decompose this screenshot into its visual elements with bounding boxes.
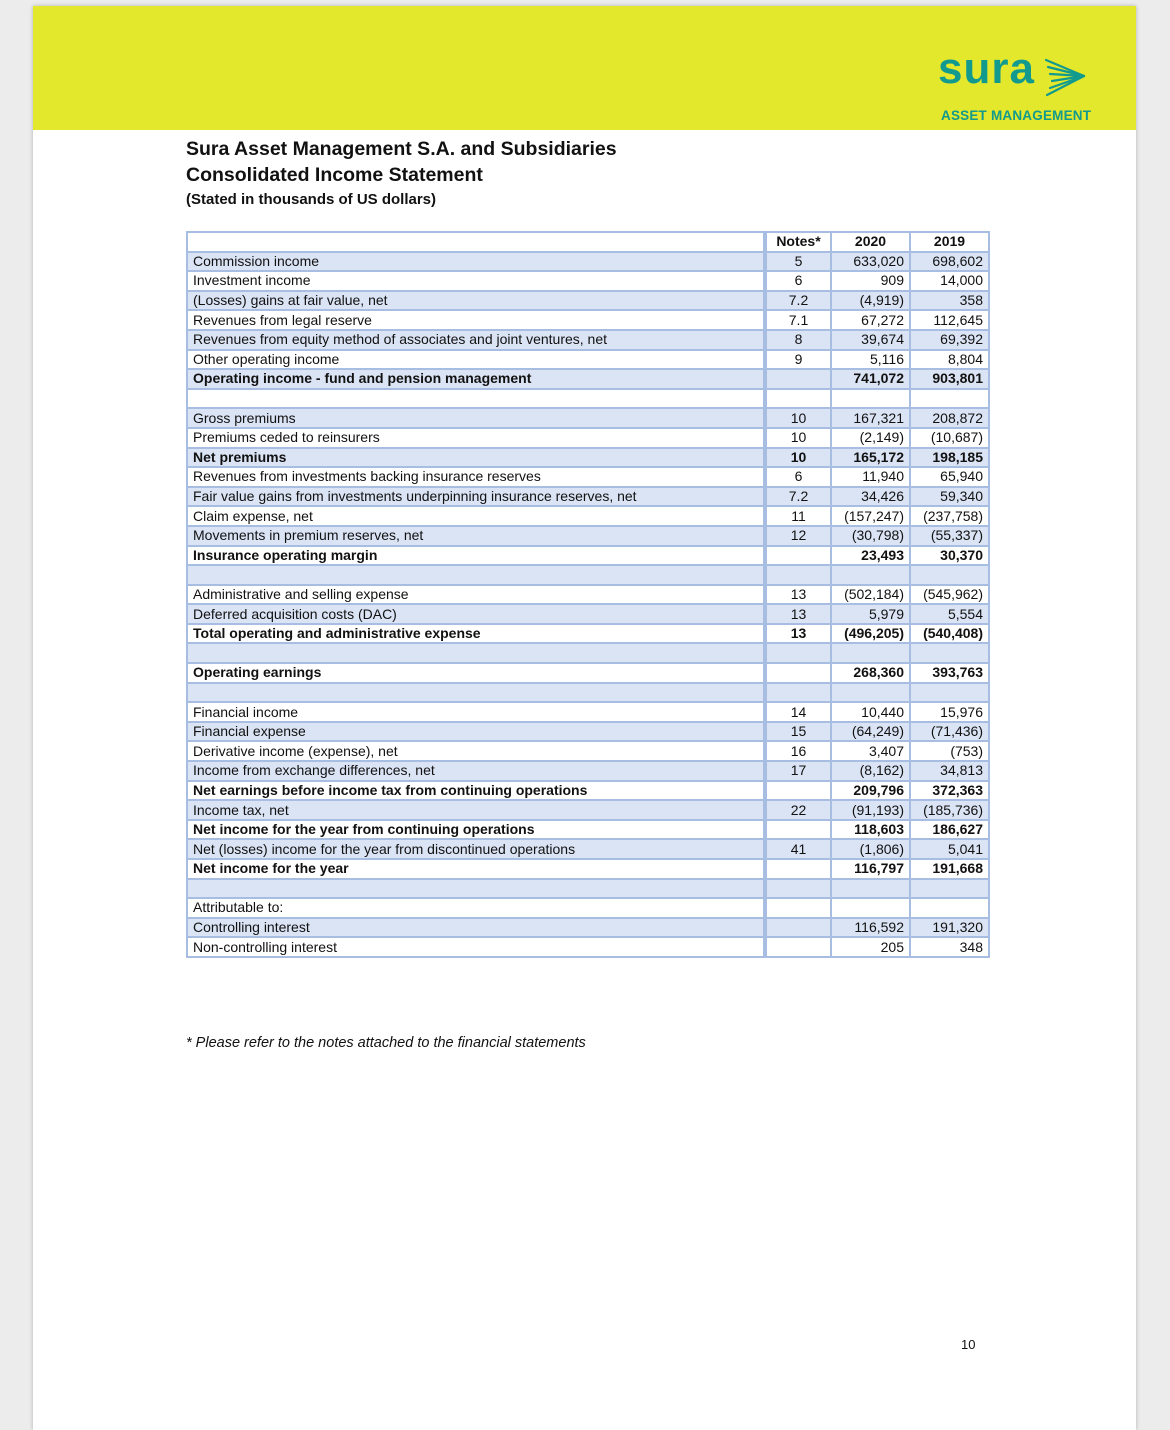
table-row	[187, 898, 989, 918]
logo-subtitle: ASSET MANAGEMENT	[941, 108, 1092, 123]
row-label: Investment income	[187, 271, 764, 291]
row-value-2019: 348	[910, 937, 989, 957]
row-value-2020: (1,806)	[831, 839, 910, 859]
table-row	[187, 585, 989, 605]
row-notes	[766, 937, 831, 957]
table-row	[187, 722, 989, 742]
row-value-2019: 15,976	[910, 702, 989, 722]
statement-heading	[186, 136, 617, 212]
row-value-2019: 191,320	[910, 918, 989, 938]
table-row	[187, 839, 989, 859]
row-label: Gross premiums	[187, 408, 764, 428]
row-value-2019: 698,602	[910, 252, 989, 272]
row-label: Net premiums	[187, 448, 764, 468]
row-value-2020	[831, 565, 910, 585]
row-notes: 10	[766, 408, 831, 428]
row-notes: 15	[766, 722, 831, 742]
table-row	[187, 879, 989, 899]
table-header-row	[187, 232, 989, 252]
row-notes: 22	[766, 800, 831, 820]
document-page	[33, 6, 1136, 1430]
row-value-2020: 209,796	[831, 781, 910, 801]
row-notes: 12	[766, 526, 831, 546]
row-value-2020: 67,272	[831, 310, 910, 330]
table-row	[187, 271, 989, 291]
row-value-2019: (71,436)	[910, 722, 989, 742]
logo-wordmark: sura	[938, 44, 1035, 93]
row-value-2019: (10,687)	[910, 428, 989, 448]
row-notes: 7.2	[766, 487, 831, 507]
row-value-2019: 198,185	[910, 448, 989, 468]
row-label: Movements in premium reserves, net	[187, 526, 764, 546]
row-notes	[766, 389, 831, 409]
row-label: Financial income	[187, 702, 764, 722]
table-row	[187, 487, 989, 507]
table-row	[187, 467, 989, 487]
row-value-2019: (55,337)	[910, 526, 989, 546]
row-notes: 6	[766, 467, 831, 487]
row-notes: 16	[766, 741, 831, 761]
row-label: Net income for the year	[187, 859, 764, 879]
row-notes: 6	[766, 271, 831, 291]
row-value-2019	[910, 643, 989, 663]
row-label: Controlling interest	[187, 918, 764, 938]
table-row	[187, 781, 989, 801]
table-row	[187, 448, 989, 468]
row-value-2020: (496,205)	[831, 624, 910, 644]
row-label: Total operating and administrative expense	[187, 624, 764, 644]
row-value-2019: 5,554	[910, 604, 989, 624]
row-notes	[766, 781, 831, 801]
row-value-2019: 393,763	[910, 663, 989, 683]
table-row	[187, 741, 989, 761]
row-value-2020	[831, 879, 910, 899]
row-label: Administrative and selling expense	[187, 585, 764, 605]
row-value-2020: (64,249)	[831, 722, 910, 742]
row-value-2019: 208,872	[910, 408, 989, 428]
row-value-2019: 358	[910, 291, 989, 311]
row-value-2020: 23,493	[831, 546, 910, 566]
header-notes: Notes*	[766, 232, 831, 252]
row-value-2019: 186,627	[910, 820, 989, 840]
row-value-2020: 909	[831, 271, 910, 291]
row-value-2020: 205	[831, 937, 910, 957]
table-row	[187, 408, 989, 428]
row-value-2020: 116,797	[831, 859, 910, 879]
page-number: 10	[961, 1337, 976, 1352]
row-value-2019: 5,041	[910, 839, 989, 859]
table-row	[187, 604, 989, 624]
table-row	[187, 683, 989, 703]
row-value-2020: 167,321	[831, 408, 910, 428]
row-value-2019: 14,000	[910, 271, 989, 291]
row-notes: 10	[766, 448, 831, 468]
row-label	[187, 683, 764, 703]
table-row	[187, 330, 989, 350]
table-row	[187, 702, 989, 722]
table-row	[187, 506, 989, 526]
row-value-2020: 633,020	[831, 252, 910, 272]
row-label	[187, 389, 764, 409]
row-notes	[766, 565, 831, 585]
row-notes: 11	[766, 506, 831, 526]
row-value-2020: 741,072	[831, 369, 910, 389]
row-label: Insurance operating margin	[187, 546, 764, 566]
table-row	[187, 526, 989, 546]
table-row	[187, 624, 989, 644]
row-value-2020	[831, 898, 910, 918]
row-label: Revenues from legal reserve	[187, 310, 764, 330]
table-row	[187, 369, 989, 389]
table-row	[187, 565, 989, 585]
row-value-2019: 69,392	[910, 330, 989, 350]
row-value-2020: 5,979	[831, 604, 910, 624]
row-value-2019: 59,340	[910, 487, 989, 507]
row-label: Financial expense	[187, 722, 764, 742]
table-row	[187, 291, 989, 311]
row-value-2019: 903,801	[910, 369, 989, 389]
row-label: Net earnings before income tax from continuing operations	[187, 781, 764, 801]
row-value-2019: 34,813	[910, 761, 989, 781]
row-label: Premiums ceded to reinsurers	[187, 428, 764, 448]
row-notes	[766, 859, 831, 879]
statement-title: Consolidated Income Statement	[186, 164, 483, 186]
table-row	[187, 800, 989, 820]
row-notes	[766, 683, 831, 703]
header-2020: 2020	[831, 232, 910, 252]
row-value-2020: 118,603	[831, 820, 910, 840]
row-notes: 8	[766, 330, 831, 350]
row-value-2020: (2,149)	[831, 428, 910, 448]
table-row	[187, 937, 989, 957]
row-value-2019: 112,645	[910, 310, 989, 330]
row-notes	[766, 820, 831, 840]
row-value-2019: (753)	[910, 741, 989, 761]
row-label	[187, 565, 764, 585]
row-label: Commission income	[187, 252, 764, 272]
row-notes: 5	[766, 252, 831, 272]
table-row	[187, 820, 989, 840]
row-notes: 14	[766, 702, 831, 722]
table-row	[187, 761, 989, 781]
row-label: Income from exchange differences, net	[187, 761, 764, 781]
footnote: * Please refer to the notes attached to the financial statements	[186, 1035, 586, 1051]
row-value-2020	[831, 683, 910, 703]
row-value-2020: (157,247)	[831, 506, 910, 526]
row-notes: 10	[766, 428, 831, 448]
header-banner	[33, 6, 1136, 130]
row-notes: 13	[766, 604, 831, 624]
row-value-2019	[910, 879, 989, 899]
row-label: Operating income - fund and pension management	[187, 369, 764, 389]
row-value-2020: (8,162)	[831, 761, 910, 781]
row-notes	[766, 898, 831, 918]
row-notes	[766, 546, 831, 566]
row-label: Deferred acquisition costs (DAC)	[187, 604, 764, 624]
row-value-2020: 39,674	[831, 330, 910, 350]
row-notes	[766, 369, 831, 389]
table-row	[187, 546, 989, 566]
row-value-2019: 30,370	[910, 546, 989, 566]
row-value-2019: (545,962)	[910, 585, 989, 605]
row-value-2020: 11,940	[831, 467, 910, 487]
row-value-2019	[910, 683, 989, 703]
row-value-2019	[910, 565, 989, 585]
row-notes	[766, 643, 831, 663]
row-value-2020: 10,440	[831, 702, 910, 722]
company-name: Sura Asset Management S.A. and Subsidiaries	[186, 138, 617, 160]
row-value-2019: (540,408)	[910, 624, 989, 644]
row-value-2020: 3,407	[831, 741, 910, 761]
row-notes: 7.2	[766, 291, 831, 311]
income-statement-table	[186, 231, 990, 958]
row-value-2019: 191,668	[910, 859, 989, 879]
row-label: Revenues from equity method of associates and joint ventures, net	[187, 330, 764, 350]
row-value-2020: (30,798)	[831, 526, 910, 546]
table-row	[187, 643, 989, 663]
row-value-2019	[910, 389, 989, 409]
table-row	[187, 428, 989, 448]
row-label: Attributable to:	[187, 898, 764, 918]
row-value-2020: (91,193)	[831, 800, 910, 820]
row-value-2019: (185,736)	[910, 800, 989, 820]
row-notes: 17	[766, 761, 831, 781]
row-value-2020	[831, 643, 910, 663]
row-value-2019: 372,363	[910, 781, 989, 801]
row-notes: 41	[766, 839, 831, 859]
row-label: Fair value gains from investments underpinning insurance reserves, net	[187, 487, 764, 507]
statement-subtitle: (Stated in thousands of US dollars)	[186, 191, 437, 208]
row-value-2019: 8,804	[910, 350, 989, 370]
row-value-2019: 65,940	[910, 467, 989, 487]
table-row	[187, 310, 989, 330]
row-notes: 9	[766, 350, 831, 370]
row-value-2020	[831, 389, 910, 409]
row-label	[187, 643, 764, 663]
table-row	[187, 350, 989, 370]
table-row	[187, 389, 989, 409]
row-value-2020: 165,172	[831, 448, 910, 468]
header-label	[187, 232, 764, 252]
row-value-2020: 116,592	[831, 918, 910, 938]
row-notes: 13	[766, 585, 831, 605]
header-2019: 2019	[910, 232, 989, 252]
sura-logo	[938, 46, 1098, 126]
row-label	[187, 879, 764, 899]
wing-icon	[1044, 54, 1090, 100]
row-label: Operating earnings	[187, 663, 764, 683]
row-label: Revenues from investments backing insurance reserves	[187, 467, 764, 487]
row-label: Other operating income	[187, 350, 764, 370]
row-label: Non-controlling interest	[187, 937, 764, 957]
row-notes: 13	[766, 624, 831, 644]
row-notes	[766, 663, 831, 683]
table-row	[187, 663, 989, 683]
row-notes	[766, 918, 831, 938]
table-row	[187, 252, 989, 272]
table-row	[187, 918, 989, 938]
table-row	[187, 859, 989, 879]
row-value-2020: 34,426	[831, 487, 910, 507]
row-value-2020: 5,116	[831, 350, 910, 370]
row-label: Claim expense, net	[187, 506, 764, 526]
row-label: (Losses) gains at fair value, net	[187, 291, 764, 311]
row-value-2019: (237,758)	[910, 506, 989, 526]
row-notes: 7.1	[766, 310, 831, 330]
row-value-2019	[910, 898, 989, 918]
row-value-2020: (4,919)	[831, 291, 910, 311]
row-label: Net income for the year from continuing operations	[187, 820, 764, 840]
row-value-2020: (502,184)	[831, 585, 910, 605]
row-label: Income tax, net	[187, 800, 764, 820]
row-label: Derivative income (expense), net	[187, 741, 764, 761]
row-notes	[766, 879, 831, 899]
row-label: Net (losses) income for the year from discontinued operations	[187, 839, 764, 859]
row-value-2020: 268,360	[831, 663, 910, 683]
